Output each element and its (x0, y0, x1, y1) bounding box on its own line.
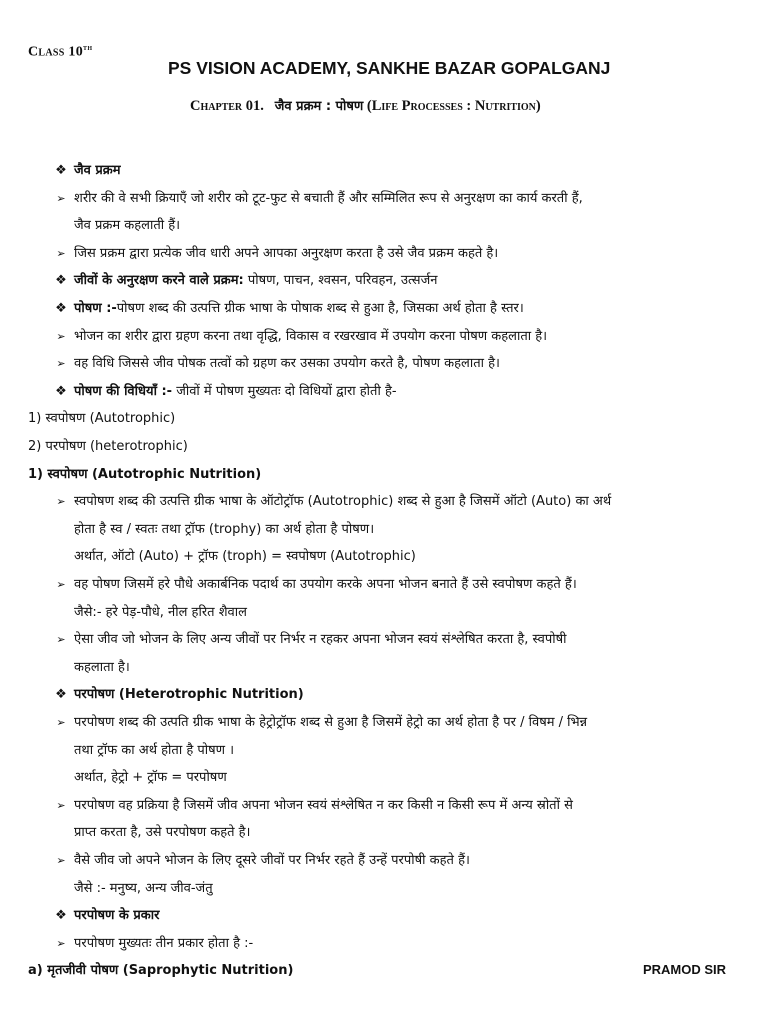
line-text: भोजन का शरीर द्वारा ग्रहण करना तथा वृद्धि, विकास व रखरखाव में उपयोग करना पोषण कहलाता है। (74, 328, 548, 344)
paragraph-text (74, 629, 566, 651)
text-line (0, 878, 768, 900)
paragraph-text (74, 657, 130, 679)
text-line (0, 795, 768, 817)
diamond-bullet-icon: ❖ (55, 383, 67, 399)
line-text: परपोषण शब्द की उत्पति ग्रीक भाषा के हेट्रोट्रॉफ शब्द से हुआ है जिसमें हेट्रो का अर्थ होता है पर / विषम / भिन्न (74, 715, 588, 730)
arrow-bullet-icon: ➢ (56, 329, 66, 343)
text-line (0, 546, 768, 568)
text-line (0, 408, 768, 430)
diamond-bullet-icon: ❖ (55, 908, 67, 924)
line-text: जिस प्रक्रम द्वारा प्रत्येक जीव धारी अपने आपका अनुरक्षण करता है उसे जैव प्रक्रम कहते है। (74, 245, 499, 261)
text-line (0, 436, 768, 458)
text-line (0, 712, 768, 734)
arrow-bullet-icon: ➢ (56, 633, 66, 647)
numbered-item (28, 408, 175, 430)
text-line (0, 326, 768, 348)
paragraph-text (74, 270, 437, 292)
line-text: अर्थात, ऑटो (Auto) + ट्रॉफ (troph) = स्वपोषण (Autotrophic) (74, 549, 416, 565)
line-text: वह पोषण जिसमें हरे पौधे अकार्बनिक पदार्थ का उपयोग करके अपना भोजन बनाते हैं उसे स्वपोषण कहते हैं। (74, 577, 577, 592)
chapter-number: Chapter 01. (190, 98, 264, 114)
paragraph-text (74, 878, 213, 900)
paragraph-text (74, 215, 180, 237)
line-text: वैसे जीव जो अपने भोजन के लिए दूसरे जीवों पर निर्भर रहते हैं उन्हें परपोषी कहते हैं। (74, 853, 470, 868)
text-line (0, 740, 768, 762)
text-line (0, 160, 768, 182)
paragraph-text (74, 353, 500, 375)
line-text: अर्थात, हेट्रो + ट्रॉफ = परपोषण (74, 770, 227, 786)
text-line (0, 519, 768, 541)
text-line (0, 464, 768, 486)
author-signature: PRAMOD SIR (642, 962, 726, 977)
item-number: 2) (28, 439, 46, 454)
line-text: जैसे :- मनुष्य, अन्य जीव-जंतु (74, 880, 213, 896)
item-number: 1) (28, 466, 48, 482)
numbered-item (28, 436, 188, 458)
paragraph-text (74, 850, 470, 872)
paragraph-text (74, 740, 234, 762)
chapter-title-hindi: जैव प्रक्रम : पोषण (274, 99, 364, 114)
class-label: Class 10th (28, 42, 93, 60)
paragraph-text (74, 519, 374, 541)
line-text: परपोषण (Heterotrophic Nutrition) (74, 687, 304, 703)
line-text: पोषण, पाचन, श्वसन, परिवहन, उत्सर्जन (243, 273, 438, 289)
arrow-bullet-icon: ➢ (56, 798, 66, 812)
arrow-bullet-icon: ➢ (56, 357, 66, 371)
inline-heading: जीवों के अनुरक्षण करने वाले प्रक्रम: (74, 273, 244, 289)
line-text: परपोषण वह प्रक्रिया है जिसमें जीव अपना भोजन स्वयं संश्लेषित न कर किसी न किसी रूप में अन्य स्रोतों से (74, 797, 573, 813)
text-line (0, 215, 768, 237)
paragraph-text (74, 795, 573, 817)
diamond-bullet-icon: ❖ (55, 163, 67, 178)
paragraph-text (74, 822, 251, 844)
text-line (0, 933, 768, 955)
section-heading (74, 684, 304, 706)
line-text: स्वपोषण (Autotrophic Nutrition) (47, 466, 262, 482)
paragraph-text (74, 574, 577, 596)
line-text: परपोषण मुख्यतः तीन प्रकार होता है :- (74, 935, 254, 951)
line-text: तथा ट्रॉफ का अर्थ होता है पोषण । (74, 742, 235, 758)
line-text: ऐसा जीव जो भोजन के लिए अन्य जीवों पर निर्भर न रहकर अपना भोजन स्वयं संश्लेषित करता है, स्वपोषी (74, 632, 567, 648)
text-line (0, 822, 768, 844)
inline-heading: पोषण :- (74, 301, 117, 316)
inline-heading: पोषण की विधियाँ :- (74, 383, 173, 399)
line-text: मृतजीवी पोषण (Saprophytic Nutrition) (47, 963, 294, 979)
numbered-item (28, 960, 293, 982)
section-heading (74, 905, 159, 927)
text-line (0, 767, 768, 789)
line-text: जैसे:- हरे पेड़-पौधे, नील हरित शैवाल (74, 604, 247, 620)
paragraph-text (74, 546, 416, 568)
text-line (0, 298, 768, 320)
paragraph-text (74, 381, 397, 403)
text-line (0, 491, 768, 513)
text-line (0, 243, 768, 265)
arrow-bullet-icon: ➢ (56, 854, 66, 867)
paragraph-text (74, 243, 498, 265)
text-line (0, 629, 768, 651)
paragraph-text (74, 326, 547, 348)
item-number: 1) (28, 411, 46, 427)
paragraph-text (74, 767, 227, 789)
section-heading (74, 160, 121, 182)
paragraph-text (74, 491, 611, 513)
diamond-bullet-icon: ❖ (55, 687, 67, 703)
text-line (0, 574, 768, 596)
arrow-bullet-icon: ➢ (56, 578, 66, 591)
line-text: शरीर की वे सभी क्रियाएँ जो शरीर को टूट-फुट से बचाती हैं और सम्मिलित रूप से अनुरक्षण का कार्य करती हैं, (74, 190, 583, 206)
line-text: परपोषण (heterotrophic) (45, 439, 188, 454)
line-text: वह विधि जिससे जीव पोषक तत्वों को ग्रहण कर उसका उपयोग करते है, पोषण कहलाता है। (74, 356, 500, 372)
paragraph-text (74, 298, 524, 320)
chapter-heading (190, 96, 541, 115)
arrow-bullet-icon: ➢ (56, 191, 66, 205)
chapter-title-english: (Life Processes : Nutrition) (366, 98, 541, 114)
line-text: जैव प्रक्रम कहलाती हैं। (74, 218, 181, 234)
text-line (0, 684, 768, 706)
arrow-bullet-icon: ➢ (56, 246, 66, 260)
line-text: जैव प्रक्रम (74, 163, 121, 178)
paragraph-text (74, 188, 583, 210)
arrow-bullet-icon: ➢ (56, 716, 66, 729)
line-text: कहलाता है। (74, 659, 130, 675)
item-number: a) (28, 963, 48, 979)
line-text: पोषण शब्द की उत्पत्ति ग्रीक भाषा के पोषाक शब्द से हुआ है, जिसका अर्थ होता है स्तर। (116, 301, 524, 316)
text-line (0, 270, 768, 292)
numbered-item (28, 464, 261, 486)
arrow-bullet-icon: ➢ (56, 936, 66, 950)
text-line (0, 657, 768, 679)
text-line (0, 353, 768, 375)
paragraph-text (74, 602, 247, 624)
paragraph-text (74, 933, 253, 955)
diamond-bullet-icon: ❖ (55, 273, 67, 289)
line-text: स्वपोषण शब्द की उत्पत्ति ग्रीक भाषा के ऑटोट्रॉफ (Autotrophic) शब्द से हुआ है जिसमें ऑटो (Auto) का अर्थ (74, 494, 612, 510)
text-line (0, 602, 768, 624)
line-text: जीवों में पोषण मुख्यतः दो विधियों द्वारा होती है- (172, 383, 397, 399)
text-line (0, 188, 768, 210)
line-text: होता है स्व / स्वतः तथा ट्रॉफ (trophy) का अर्थ होता है पोषण। (74, 521, 375, 537)
line-text: स्वपोषण (Autotrophic) (45, 411, 176, 427)
school-title: PS VISION ACADEMY, SANKHE BAZAR GOPALGANJ (168, 58, 611, 78)
line-text: परपोषण के प्रकार (74, 908, 160, 924)
diamond-bullet-icon: ❖ (55, 301, 67, 316)
text-line (0, 850, 768, 872)
text-line (0, 381, 768, 403)
text-line (0, 905, 768, 927)
arrow-bullet-icon: ➢ (56, 495, 66, 509)
paragraph-text (74, 712, 587, 734)
line-text: प्राप्त करता है, उसे परपोषण कहते है। (74, 825, 251, 841)
